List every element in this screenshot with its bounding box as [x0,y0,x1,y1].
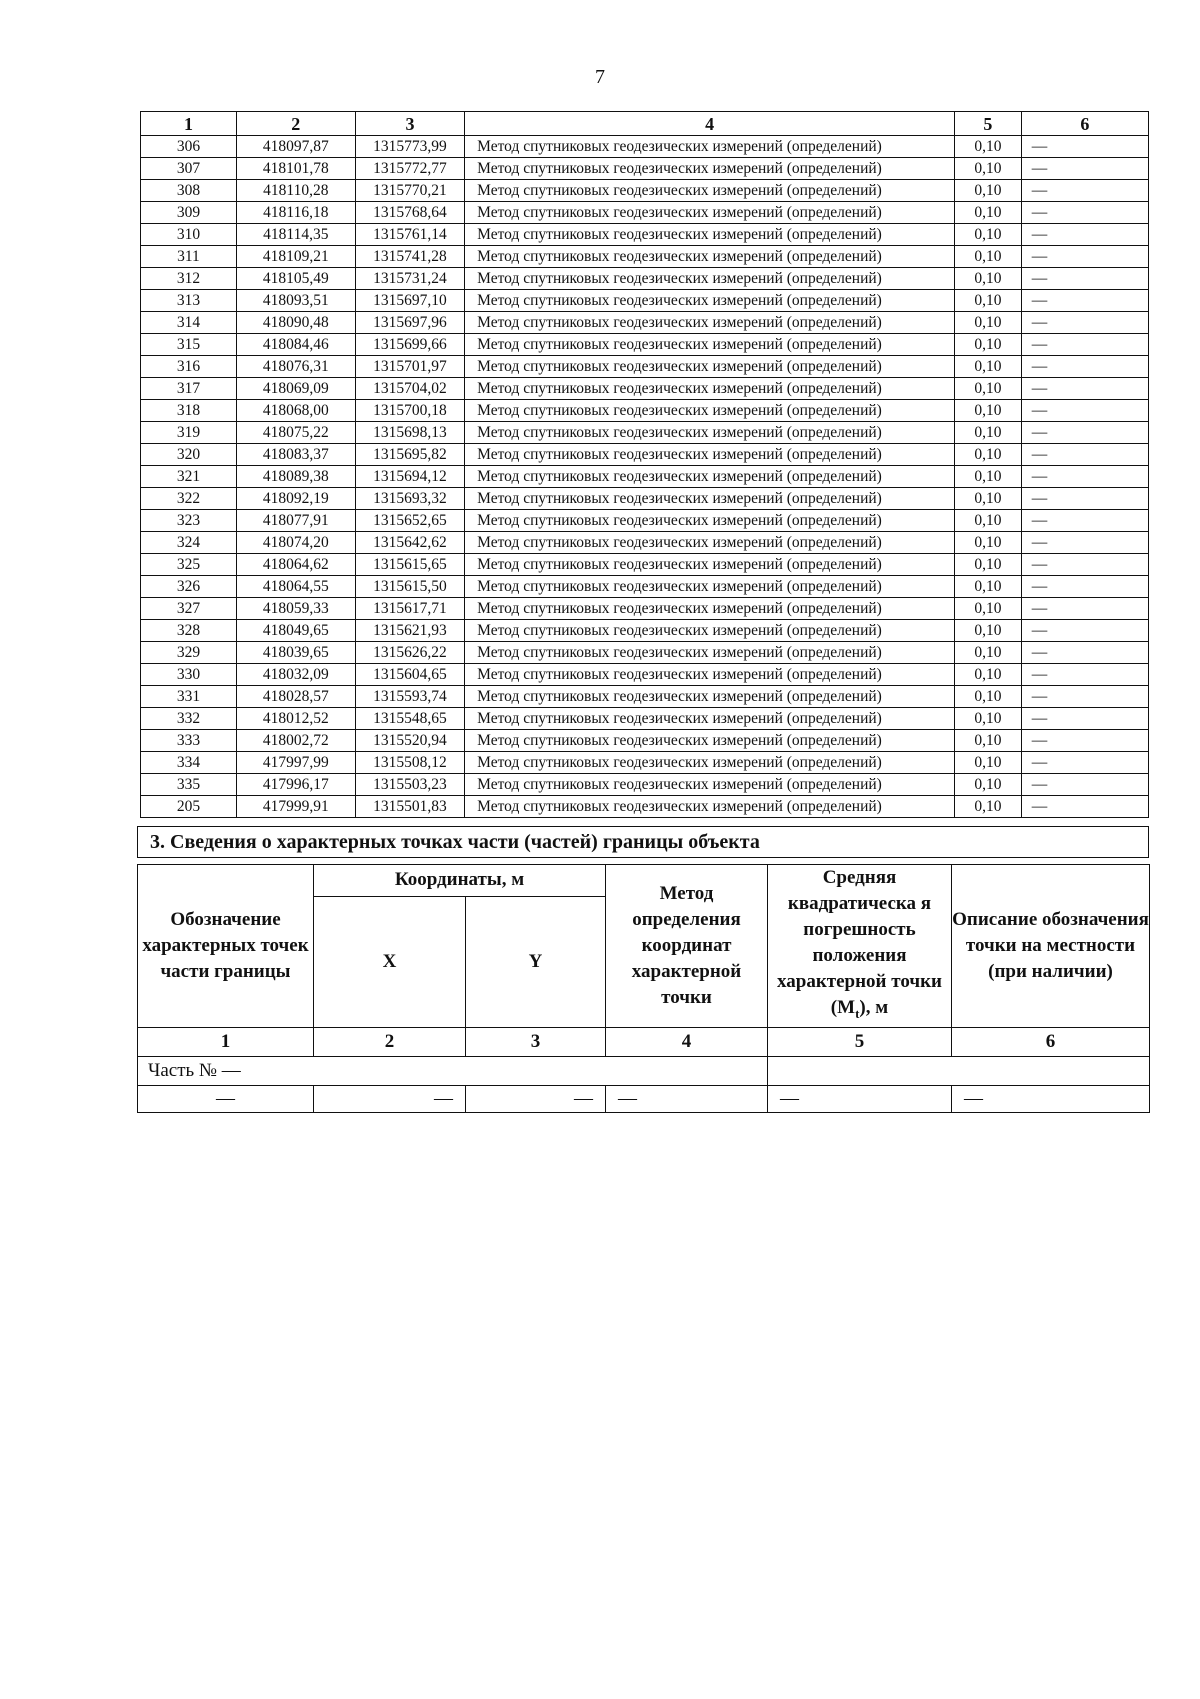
dash-cell: — [606,1085,768,1112]
point-number-cell: 313 [141,290,237,312]
y-coordinate-cell: 1315731,24 [355,268,464,290]
table-row [141,488,1149,510]
x-header: X [314,896,466,1027]
x-coordinate-cell: 418064,55 [236,576,355,598]
description-cell: — [1021,642,1148,664]
designation-header: Обозначение характерных точек части границы [138,865,314,1028]
point-number-cell: 315 [141,334,237,356]
description-cell: — [1021,158,1148,180]
x-coordinate-cell: 418093,51 [236,290,355,312]
column-header: 4 [465,112,955,136]
point-number-cell: 333 [141,730,237,752]
description-cell: — [1021,620,1148,642]
x-coordinate-cell: 418074,20 [236,532,355,554]
column-header: 3 [355,112,464,136]
error-cell: 0,10 [955,730,1022,752]
description-cell: — [1021,488,1148,510]
description-cell: — [1021,796,1148,818]
description-cell: — [1021,180,1148,202]
index-cell: 6 [952,1027,1150,1056]
table-row [141,510,1149,532]
index-cell: 2 [314,1027,466,1056]
point-number-cell: 311 [141,246,237,268]
index-row [138,1027,1150,1056]
error-cell: 0,10 [955,444,1022,466]
dash-cell: — [138,1085,314,1112]
description-cell: — [1021,356,1148,378]
method-cell: Метод спутниковых геодезических измерений (определений) [465,400,955,422]
point-number-cell: 317 [141,378,237,400]
error-cell: 0,10 [955,708,1022,730]
y-coordinate-cell: 1315593,74 [355,686,464,708]
error-cell: 0,10 [955,290,1022,312]
error-header: Средняя квадратическа я погрешность положения характерной точки $(M_t)$, м [768,865,952,1028]
point-number-cell: 307 [141,158,237,180]
x-coordinate-cell: 418101,78 [236,158,355,180]
table-row [141,246,1149,268]
coordinates-header: Координаты, м [314,865,606,897]
y-coordinate-cell: 1315700,18 [355,400,464,422]
y-coordinate-cell: 1315503,23 [355,774,464,796]
description-cell: — [1021,532,1148,554]
description-cell: — [1021,774,1148,796]
error-cell: 0,10 [955,686,1022,708]
point-number-cell: 324 [141,532,237,554]
point-number-cell: 322 [141,488,237,510]
table-row [141,356,1149,378]
table-row [141,664,1149,686]
point-number-cell: 320 [141,444,237,466]
point-number-cell: 331 [141,686,237,708]
method-cell: Метод спутниковых геодезических измерений (определений) [465,268,955,290]
x-coordinate-cell: 417997,99 [236,752,355,774]
point-number-cell: 309 [141,202,237,224]
x-coordinate-cell: 418097,87 [236,136,355,158]
dash-cell: — [768,1085,952,1112]
x-coordinate-cell: 418059,33 [236,598,355,620]
error-cell: 0,10 [955,422,1022,444]
table-row [141,378,1149,400]
method-cell: Метод спутниковых геодезических измерений (определений) [465,444,955,466]
method-header: Метод определения координат характерной точки [606,865,768,1028]
dash-row [138,1085,1150,1112]
y-header: Y [466,896,606,1027]
y-coordinate-cell: 1315772,77 [355,158,464,180]
point-number-cell: 316 [141,356,237,378]
error-cell: 0,10 [955,642,1022,664]
method-cell: Метод спутниковых геодезических измерений (определений) [465,180,955,202]
part-label: Часть № — [138,1056,768,1085]
description-cell: — [1021,136,1148,158]
description-cell: — [1021,554,1148,576]
method-cell: Метод спутниковых геодезических измерений (определений) [465,752,955,774]
error-cell: 0,10 [955,334,1022,356]
dash-cell: — [314,1085,466,1112]
point-number-cell: 335 [141,774,237,796]
point-number-cell: 321 [141,466,237,488]
y-coordinate-cell: 1315698,13 [355,422,464,444]
error-cell: 0,10 [955,224,1022,246]
method-cell: Метод спутниковых геодезических измерений (определений) [465,664,955,686]
point-number-cell: 319 [141,422,237,444]
column-header: 6 [1021,112,1148,136]
point-number-cell: 332 [141,708,237,730]
table-row [141,796,1149,818]
method-cell: Метод спутниковых геодезических измерений (определений) [465,554,955,576]
error-cell: 0,10 [955,158,1022,180]
y-coordinate-cell: 1315508,12 [355,752,464,774]
y-coordinate-cell: 1315693,32 [355,488,464,510]
x-coordinate-cell: 418039,65 [236,642,355,664]
column-header: 5 [955,112,1022,136]
table-row [141,334,1149,356]
table-header-row [141,112,1149,136]
description-cell: — [1021,664,1148,686]
x-coordinate-cell: 418083,37 [236,444,355,466]
method-cell: Метод спутниковых геодезических измерений (определений) [465,356,955,378]
method-cell: Метод спутниковых геодезических измерений (определений) [465,598,955,620]
column-header: 1 [141,112,237,136]
method-cell: Метод спутниковых геодезических измерений (определений) [465,246,955,268]
table-row [141,554,1149,576]
method-cell: Метод спутниковых геодезических измерений (определений) [465,708,955,730]
description-cell: — [1021,730,1148,752]
point-number-cell: 310 [141,224,237,246]
y-coordinate-cell: 1315615,65 [355,554,464,576]
description-cell: — [1021,334,1148,356]
point-number-cell: 328 [141,620,237,642]
x-coordinate-cell: 418032,09 [236,664,355,686]
table-row [141,774,1149,796]
method-cell: Метод спутниковых геодезических измерений (определений) [465,290,955,312]
table-row [141,576,1149,598]
point-number-cell: 326 [141,576,237,598]
point-number-cell: 330 [141,664,237,686]
table-row [141,158,1149,180]
y-coordinate-cell: 1315694,12 [355,466,464,488]
error-cell: 0,10 [955,268,1022,290]
y-coordinate-cell: 1315773,99 [355,136,464,158]
table-row [141,730,1149,752]
error-cell: 0,10 [955,796,1022,818]
section-3-title: 3. Сведения о характерных точках части (частей) границы объекта [137,826,1149,858]
x-coordinate-cell: 417996,17 [236,774,355,796]
x-coordinate-cell: 418114,35 [236,224,355,246]
description-cell: — [1021,576,1148,598]
description-cell: — [1021,422,1148,444]
point-number-cell: 306 [141,136,237,158]
description-cell: — [1021,510,1148,532]
y-coordinate-cell: 1315604,65 [355,664,464,686]
x-coordinate-cell: 418077,91 [236,510,355,532]
y-coordinate-cell: 1315701,97 [355,356,464,378]
error-cell: 0,10 [955,312,1022,334]
y-coordinate-cell: 1315520,94 [355,730,464,752]
table-row [141,620,1149,642]
description-cell: — [1021,686,1148,708]
error-cell: 0,10 [955,488,1022,510]
x-coordinate-cell: 418028,57 [236,686,355,708]
error-cell: 0,10 [955,378,1022,400]
coordinates-table [140,111,1149,818]
y-coordinate-cell: 1315699,66 [355,334,464,356]
table-row [141,136,1149,158]
method-cell: Метод спутниковых геодезических измерений (определений) [465,378,955,400]
table-row [141,224,1149,246]
description-cell: — [1021,224,1148,246]
description-cell: — [1021,752,1148,774]
y-coordinate-cell: 1315617,71 [355,598,464,620]
point-number-cell: 318 [141,400,237,422]
table-row [141,202,1149,224]
error-cell: 0,10 [955,246,1022,268]
table-row [141,400,1149,422]
point-number-cell: 329 [141,642,237,664]
index-cell: 3 [466,1027,606,1056]
table-row [141,532,1149,554]
part-empty-cell [768,1056,1150,1085]
y-coordinate-cell: 1315621,93 [355,620,464,642]
table-row [141,312,1149,334]
method-cell: Метод спутниковых геодезических измерений (определений) [465,224,955,246]
y-coordinate-cell: 1315697,96 [355,312,464,334]
point-number-cell: 312 [141,268,237,290]
x-coordinate-cell: 418116,18 [236,202,355,224]
method-cell: Метод спутниковых геодезических измерений (определений) [465,730,955,752]
x-coordinate-cell: 418002,72 [236,730,355,752]
error-cell: 0,10 [955,510,1022,532]
error-cell: 0,10 [955,180,1022,202]
method-cell: Метод спутниковых геодезических измерений (определений) [465,642,955,664]
description-cell: — [1021,400,1148,422]
description-cell: — [1021,708,1148,730]
description-cell: — [1021,246,1148,268]
x-coordinate-cell: 418109,21 [236,246,355,268]
error-cell: 0,10 [955,136,1022,158]
method-cell: Метод спутниковых геодезических измерений (определений) [465,334,955,356]
index-cell: 4 [606,1027,768,1056]
error-cell: 0,10 [955,532,1022,554]
dash-cell: — [952,1085,1150,1112]
error-cell: 0,10 [955,598,1022,620]
point-number-cell: 327 [141,598,237,620]
point-number-cell: 205 [141,796,237,818]
table-row [141,180,1149,202]
error-cell: 0,10 [955,202,1022,224]
y-coordinate-cell: 1315501,83 [355,796,464,818]
method-cell: Метод спутниковых геодезических измерений (определений) [465,774,955,796]
x-coordinate-cell: 418105,49 [236,268,355,290]
y-coordinate-cell: 1315761,14 [355,224,464,246]
table-row [141,598,1149,620]
dash-cell: — [466,1085,606,1112]
description-cell: — [1021,378,1148,400]
error-cell: 0,10 [955,576,1022,598]
description-cell: — [1021,598,1148,620]
description-cell: — [1021,444,1148,466]
method-cell: Метод спутниковых геодезических измерений (определений) [465,532,955,554]
description-header: Описание обозначения точки на местности (при наличии) [952,865,1150,1028]
table-row [141,752,1149,774]
y-coordinate-cell: 1315770,21 [355,180,464,202]
error-cell: 0,10 [955,356,1022,378]
error-cell: 0,10 [955,466,1022,488]
y-coordinate-cell: 1315704,02 [355,378,464,400]
table-row [141,268,1149,290]
y-coordinate-cell: 1315642,62 [355,532,464,554]
point-number-cell: 334 [141,752,237,774]
method-cell: Метод спутниковых геодезических измерений (определений) [465,466,955,488]
index-cell: 5 [768,1027,952,1056]
error-cell: 0,10 [955,752,1022,774]
method-cell: Метод спутниковых геодезических измерений (определений) [465,158,955,180]
x-coordinate-cell: 418049,65 [236,620,355,642]
x-coordinate-cell: 418092,19 [236,488,355,510]
x-coordinate-cell: 418076,31 [236,356,355,378]
table-row [141,686,1149,708]
description-cell: — [1021,290,1148,312]
point-number-cell: 314 [141,312,237,334]
method-cell: Метод спутниковых геодезических измерений (определений) [465,510,955,532]
method-cell: Метод спутниковых геодезических измерений (определений) [465,796,955,818]
point-number-cell: 325 [141,554,237,576]
y-coordinate-cell: 1315768,64 [355,202,464,224]
index-cell: 1 [138,1027,314,1056]
y-coordinate-cell: 1315652,65 [355,510,464,532]
x-coordinate-cell: 418012,52 [236,708,355,730]
x-coordinate-cell: 418064,62 [236,554,355,576]
error-cell: 0,10 [955,774,1022,796]
error-cell: 0,10 [955,620,1022,642]
method-cell: Метод спутниковых геодезических измерений (определений) [465,312,955,334]
page-number: 7 [595,66,605,88]
description-cell: — [1021,268,1148,290]
method-cell: Метод спутниковых геодезических измерений (определений) [465,620,955,642]
description-cell: — [1021,466,1148,488]
y-coordinate-cell: 1315697,10 [355,290,464,312]
x-coordinate-cell: 418084,46 [236,334,355,356]
y-coordinate-cell: 1315615,50 [355,576,464,598]
x-coordinate-cell: 418068,00 [236,400,355,422]
method-cell: Метод спутниковых геодезических измерений (определений) [465,202,955,224]
y-coordinate-cell: 1315548,65 [355,708,464,730]
method-cell: Метод спутниковых геодезических измерений (определений) [465,576,955,598]
x-coordinate-cell: 417999,91 [236,796,355,818]
x-coordinate-cell: 418090,48 [236,312,355,334]
x-coordinate-cell: 418075,22 [236,422,355,444]
part-row [138,1056,1150,1085]
point-number-cell: 323 [141,510,237,532]
table-row [141,444,1149,466]
description-cell: — [1021,202,1148,224]
error-cell: 0,10 [955,664,1022,686]
table-row [141,708,1149,730]
error-cell: 0,10 [955,554,1022,576]
table-row [141,466,1149,488]
method-cell: Метод спутниковых геодезических измерений (определений) [465,686,955,708]
part-points-table [137,864,1150,1113]
table-row [141,422,1149,444]
error-cell: 0,10 [955,400,1022,422]
y-coordinate-cell: 1315741,28 [355,246,464,268]
column-header: 2 [236,112,355,136]
method-cell: Метод спутниковых геодезических измерений (определений) [465,136,955,158]
y-coordinate-cell: 1315695,82 [355,444,464,466]
point-number-cell: 308 [141,180,237,202]
method-cell: Метод спутниковых геодезических измерений (определений) [465,422,955,444]
method-cell: Метод спутниковых геодезических измерений (определений) [465,488,955,510]
x-coordinate-cell: 418069,09 [236,378,355,400]
x-coordinate-cell: 418089,38 [236,466,355,488]
description-cell: — [1021,312,1148,334]
y-coordinate-cell: 1315626,22 [355,642,464,664]
x-coordinate-cell: 418110,28 [236,180,355,202]
table-row [141,290,1149,312]
table-row [141,642,1149,664]
